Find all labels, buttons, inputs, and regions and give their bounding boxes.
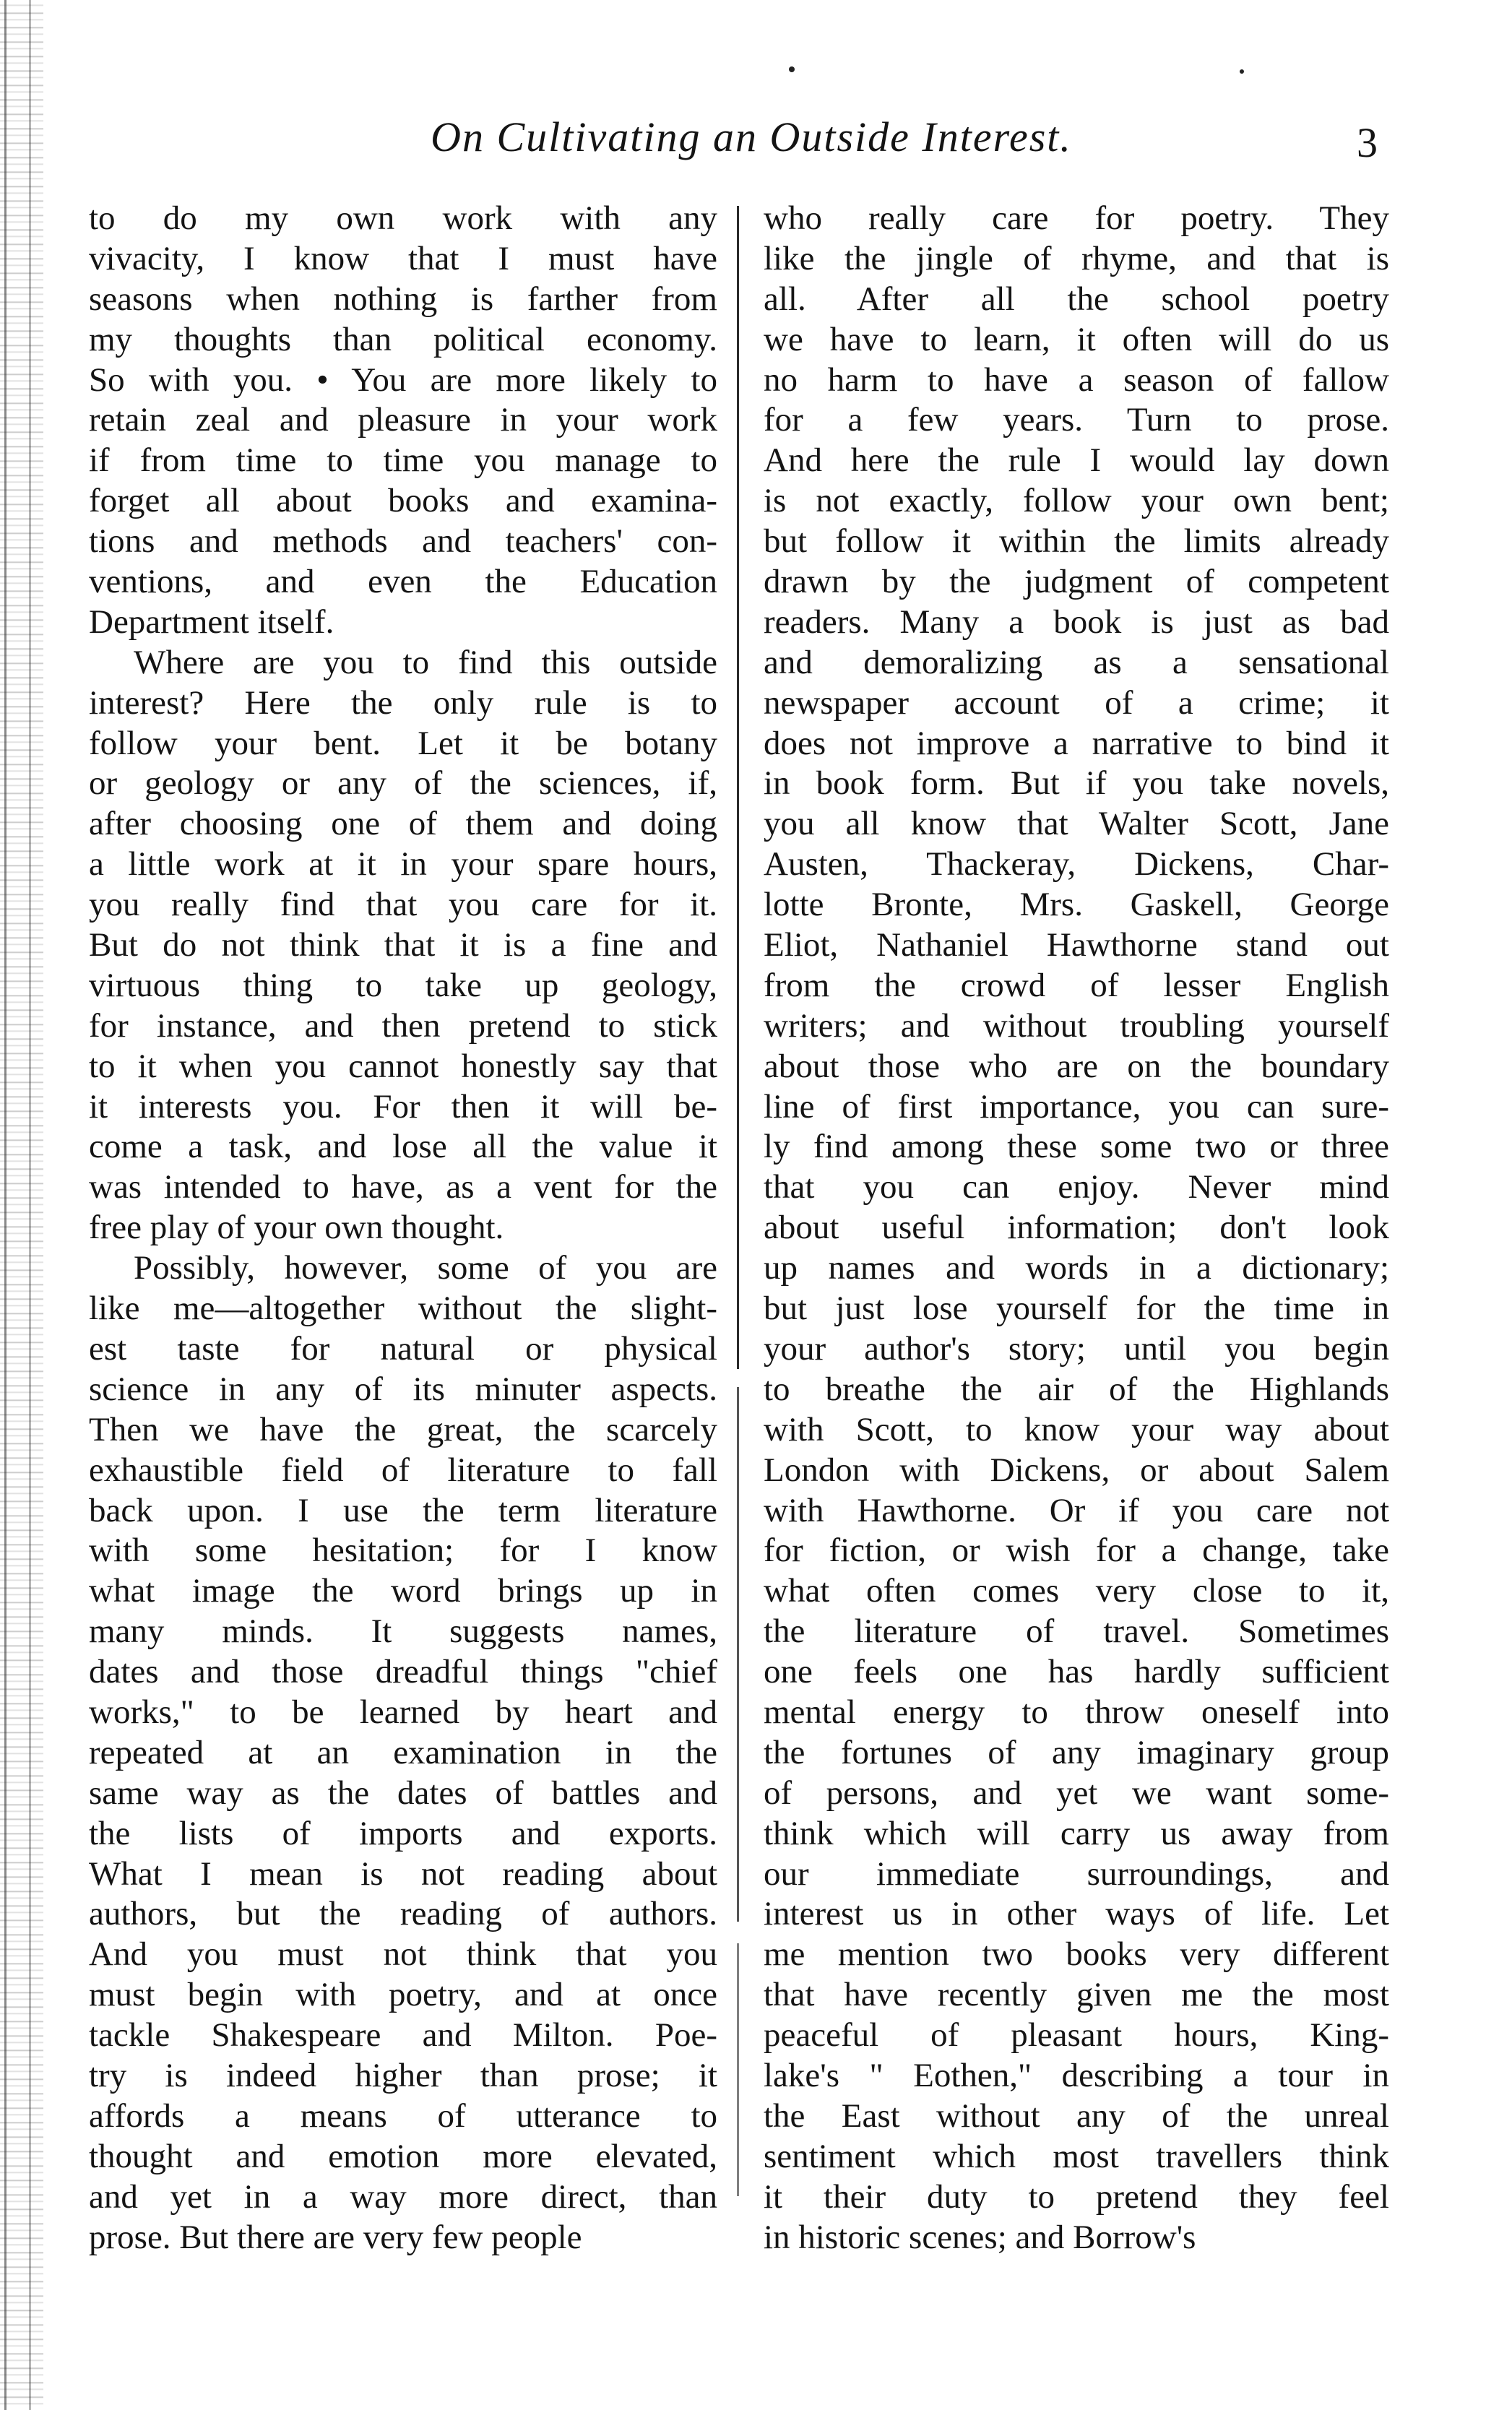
text-line: in book form. But if you take novels,	[764, 764, 1389, 803]
text-line: what often comes very close to it,	[764, 1572, 1389, 1610]
text-line: ly find among these some two or three	[764, 1128, 1389, 1166]
text-line: forget all about books and examina-	[89, 482, 717, 520]
text-line: Then we have the great, the scarcely	[89, 1410, 717, 1448]
text-line: we have to learn, it often will do us	[764, 320, 1389, 358]
text-line: Department itself.	[89, 602, 334, 641]
text-line: up names and words in a dictionary;	[764, 1249, 1389, 1287]
text-line: about useful information; don't look	[764, 1209, 1389, 1247]
text-line: sentiment which most travellers think	[764, 2137, 1389, 2175]
text-line: for fiction, or wish for a change, take	[764, 1532, 1389, 1570]
text-line: ventions, and even the Education	[89, 563, 717, 601]
text-line: what image the word brings up in	[89, 1572, 717, 1610]
text-line: try is indeed higher than prose; it	[89, 2056, 717, 2094]
text-line: Eliot, Nathaniel Hawthorne stand out	[764, 926, 1389, 964]
text-line: to do my own work with any	[89, 199, 717, 237]
text-line: retain zeal and pleasure in your work	[89, 401, 717, 439]
ink-speck	[1240, 69, 1244, 74]
text-line: of persons, and yet we want some-	[764, 1774, 1389, 1812]
text-line: science in any of its minuter aspects.	[89, 1370, 717, 1408]
text-column-left	[89, 199, 717, 2258]
text-line: think which will carry us away from	[764, 1814, 1389, 1852]
text-line: vivacity, I know that I must have	[89, 239, 717, 277]
text-line: thought and emotion more elevated,	[89, 2137, 717, 2175]
text-line: for a few years. Turn to prose.	[764, 401, 1389, 439]
text-line: for instance, and then pretend to stick	[89, 1006, 717, 1045]
text-line: does not improve a narrative to bind it	[764, 724, 1389, 762]
text-line: same way as the dates of battles and	[89, 1774, 717, 1812]
text-line: prose. But there are very few people	[89, 2218, 582, 2256]
text-line: drawn by the judgment of competent	[764, 563, 1389, 601]
text-line: the East without any of the unreal	[764, 2096, 1389, 2135]
text-line: the lists of imports and exports.	[89, 1814, 717, 1852]
text-line: one feels one has hardly sufficient	[764, 1653, 1389, 1691]
text-line: free play of your own thought.	[89, 1209, 504, 1247]
text-line: and yet in a way more direct, than	[89, 2177, 717, 2216]
text-line: and demoralizing as a sensational	[764, 643, 1389, 681]
text-line: exhaustible field of literature to fall	[89, 1451, 717, 1489]
column-rule	[737, 1943, 739, 2196]
text-line: in historic scenes; and Borrow's	[764, 2218, 1196, 2256]
text-line: from the crowd of lesser English	[764, 966, 1389, 1004]
text-line: virtuous thing to take up geology,	[89, 966, 717, 1004]
text-line: est taste for natural or physical	[89, 1329, 717, 1368]
text-line: lotte Bronte, Mrs. Gaskell, George	[764, 886, 1389, 924]
text-line: that you can enjoy. Never mind	[764, 1168, 1389, 1206]
text-line: lake's " Eothen," describing a tour in	[764, 2056, 1389, 2094]
text-line: readers. Many a book is just as bad	[764, 602, 1389, 641]
text-line: But do not think that it is a fine and	[89, 926, 717, 964]
text-line: it their duty to pretend they feel	[764, 2177, 1389, 2216]
text-line: interest? Here the only rule is to	[89, 683, 717, 722]
text-line: with Hawthorne. Or if you care not	[764, 1491, 1389, 1529]
text-line: interest us in other ways of life. Let	[764, 1895, 1389, 1933]
running-title: On Cultivating an Outside Interest.	[431, 113, 1072, 160]
page-binding-edge	[0, 0, 43, 2410]
text-line: mental energy to throw oneself into	[764, 1693, 1389, 1731]
column-rule	[737, 1387, 739, 1922]
text-line: the fortunes of any imaginary group	[764, 1733, 1389, 1771]
text-line: is not exactly, follow your own bent;	[764, 482, 1389, 520]
text-line: who really care for poetry. They	[764, 199, 1389, 237]
binding-line	[4, 0, 7, 2410]
running-head	[0, 108, 1512, 166]
text-line: London with Dickens, or about Salem	[764, 1451, 1389, 1489]
text-line: you all know that Walter Scott, Jane	[764, 805, 1389, 843]
page-number: 3	[1357, 119, 1378, 166]
text-column-right	[764, 199, 1389, 2258]
text-line: that have recently given me the most	[764, 1976, 1389, 2014]
text-line: all. After all the school poetry	[764, 280, 1389, 318]
text-line: come a task, and lose all the value it	[89, 1128, 717, 1166]
text-line: our immediate surroundings, and	[764, 1854, 1389, 1893]
text-line: tackle Shakespeare and Milton. Poe-	[89, 2016, 717, 2055]
text-line: your author's story; until you begin	[764, 1329, 1389, 1368]
text-line: about those who are on the boundary	[764, 1047, 1389, 1085]
text-line: seasons when nothing is farther from	[89, 280, 717, 318]
text-line: repeated at an examination in the	[89, 1733, 717, 1771]
text-line: with some hesitation; for I know	[89, 1532, 717, 1570]
text-line: but just lose yourself for the time in	[764, 1290, 1389, 1328]
text-line: And here the rule I would lay down	[764, 441, 1389, 480]
text-line: you really find that you care for it.	[89, 886, 717, 924]
text-line: authors, but the reading of authors.	[89, 1895, 717, 1933]
text-line: peaceful of pleasant hours, King-	[764, 2016, 1389, 2055]
text-line: dates and those dreadful things "chief	[89, 1653, 717, 1691]
text-line: to breathe the air of the Highlands	[764, 1370, 1389, 1408]
text-line: affords a means of utterance to	[89, 2096, 717, 2135]
text-line: if from time to time you manage to	[89, 441, 717, 480]
text-line: Austen, Thackeray, Dickens, Char-	[764, 845, 1389, 884]
text-line: Where are you to find this outside	[134, 643, 717, 681]
text-line: follow your bent. Let it be botany	[89, 724, 717, 762]
text-line: my thoughts than political economy.	[89, 320, 717, 358]
text-line: no harm to have a season of fallow	[764, 360, 1389, 399]
binding-line	[29, 0, 31, 2410]
text-line: it interests you. For then it will be-	[89, 1087, 717, 1126]
text-line: a little work at it in your spare hours,	[89, 845, 717, 884]
text-line: me mention two books very different	[764, 1935, 1389, 1974]
text-line: What I mean is not reading about	[89, 1854, 717, 1893]
text-line: back upon. I use the term literature	[89, 1491, 717, 1529]
text-line: And you must not think that you	[89, 1935, 717, 1974]
text-line: So with you. • You are more likely to	[89, 360, 717, 399]
text-line: works," to be learned by heart and	[89, 1693, 717, 1731]
text-line: like the jingle of rhyme, and that is	[764, 239, 1389, 277]
text-line: writers; and without troubling yourself	[764, 1006, 1389, 1045]
text-line: Possibly, however, some of you are	[134, 1249, 717, 1287]
text-line: but follow it within the limits already	[764, 522, 1389, 561]
text-line: to it when you cannot honestly say that	[89, 1047, 717, 1085]
text-line: many minds. It suggests names,	[89, 1612, 717, 1651]
text-line: was intended to have, as a vent for the	[89, 1168, 717, 1206]
column-rule	[737, 206, 739, 1369]
ink-speck	[789, 66, 795, 72]
text-line: must begin with poetry, and at once	[89, 1976, 717, 2014]
text-line: newspaper account of a crime; it	[764, 683, 1389, 722]
text-line: line of first importance, you can sure-	[764, 1087, 1389, 1126]
text-line: the literature of travel. Sometimes	[764, 1612, 1389, 1651]
text-line: or geology or any of the sciences, if,	[89, 764, 717, 803]
text-line: with Scott, to know your way about	[764, 1410, 1389, 1448]
text-line: tions and methods and teachers' con-	[89, 522, 717, 561]
text-line: like me—altogether without the slight-	[89, 1290, 717, 1328]
text-line: after choosing one of them and doing	[89, 805, 717, 843]
